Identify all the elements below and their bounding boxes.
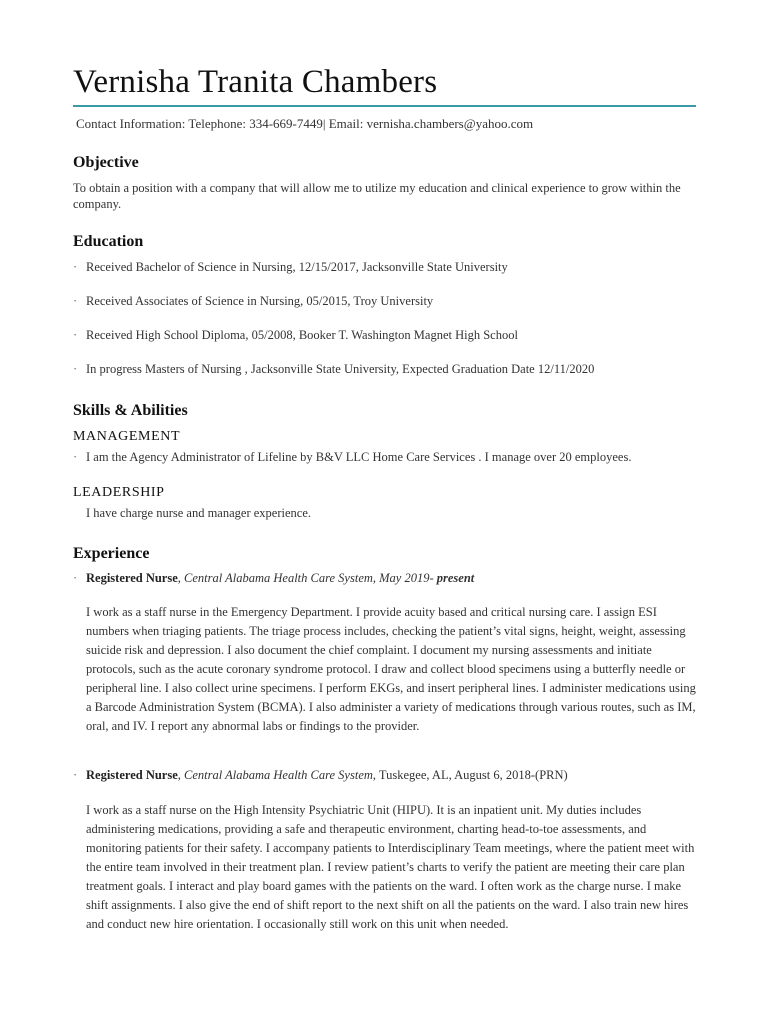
bullet-icon: · (73, 328, 78, 342)
management-text: I am the Agency Administrator of Lifeline by B&V LLC Home Care Services . I manage over 20 employees. (86, 450, 632, 464)
job-title-line (73, 768, 703, 783)
bullet-icon: · (73, 768, 78, 782)
contact-info: Contact Information: Telephone: 334-669-7449| Email: vernisha.chambers@yahoo.com (76, 116, 534, 131)
education-item (73, 327, 703, 343)
job-title-line (73, 571, 703, 586)
education-item-text: Received Associates of Science in Nursing, 05/2015, Troy University (86, 294, 434, 308)
objective-text: To obtain a position with a company that will allow me to utilize my education and clinical experience to grow within the company. (73, 181, 681, 211)
education-item (73, 259, 703, 275)
experience-heading: Experience (73, 545, 150, 562)
bullet-icon: · (73, 571, 78, 585)
job-separator: , (177, 768, 185, 782)
bullet-icon: · (73, 362, 78, 376)
skills-heading: Skills & Abilities (73, 402, 188, 419)
job-title: Registered Nurse (86, 768, 178, 782)
education-item-text: In progress Masters of Nursing , Jacksonville State University, Expected Graduation Date 12/11/2020 (86, 362, 595, 376)
leadership-text: I have charge nurse and manager experience. (86, 506, 311, 520)
candidate-name: Vernisha Tranita Chambers (73, 64, 438, 100)
job-description: I work as a staff nurse in the Emergency Department. I provide acuity based and critical nursing care. I assign ESI numbers when triaging patients. The triage process includes, checking the patient’s vital signs, height, weight, assessing suicide risk and depression. I also document the chief complaint. I document my nursing assessments and initiate protocols, such as the acute coronary syndrome protocol. I draw and collect blood specimens using a butterfly needle or peripheral line. I also collect urine specimens. I perform EKGs, and insert peripheral lines. I administer medications using a Barcode Administration System (BCMA). I also administer a variety of medications through various routes, such as IM, oral, and IV. I report any abnormal labs or findings to the provider. (86, 605, 696, 733)
objective-heading: Objective (73, 154, 139, 171)
job-title: Registered Nurse (86, 571, 178, 585)
job-description: I work as a staff nurse on the High Intensity Psychiatric Unit (HIPU). It is an inpatient unit. My duties includes administering medications, providing a safe and therapeutic environment, charting head-to-toe assessments, and monitoring patients for their safety. I accompany patients to Interdisciplinary Team meetings, where the patient meet with the entire team involved in their treatment plan. I review patient’s charts to verify the patient are meeting their care plan treatment goals. I interact and play board games with the patients on the ward. I often work as the charge nurse. I make shift assignments. I also give the end of shift report to the next shift on all the patients on the ward. I also train new hires and conduct new hire orientation. I occasionally still work on this unit when needed. (86, 803, 695, 931)
job-separator: , (177, 571, 185, 585)
job-extra: present (436, 571, 475, 585)
header-divider (73, 105, 696, 107)
job-employer: Central Alabama Health Care System (184, 768, 373, 782)
education-item (73, 361, 703, 377)
education-heading: Education (73, 233, 144, 250)
bullet-icon: · (73, 260, 78, 274)
leadership-heading: LEADERSHIP (73, 485, 165, 500)
education-item-text: Received High School Diploma, 05/2008, Booker T. Washington Magnet High School (86, 328, 518, 342)
job-employer: Central Alabama Health Care System, May 2019- (184, 571, 437, 585)
education-item-text: Received Bachelor of Science in Nursing, 12/15/2017, Jacksonville State University (86, 260, 508, 274)
management-item (73, 449, 703, 465)
management-heading: MANAGEMENT (73, 429, 181, 444)
bullet-icon: · (73, 294, 78, 308)
bullet-icon: · (73, 450, 78, 464)
education-item (73, 293, 703, 309)
job-extra: , Tuskegee, AL, August 6, 2018-(PRN) (372, 768, 568, 782)
